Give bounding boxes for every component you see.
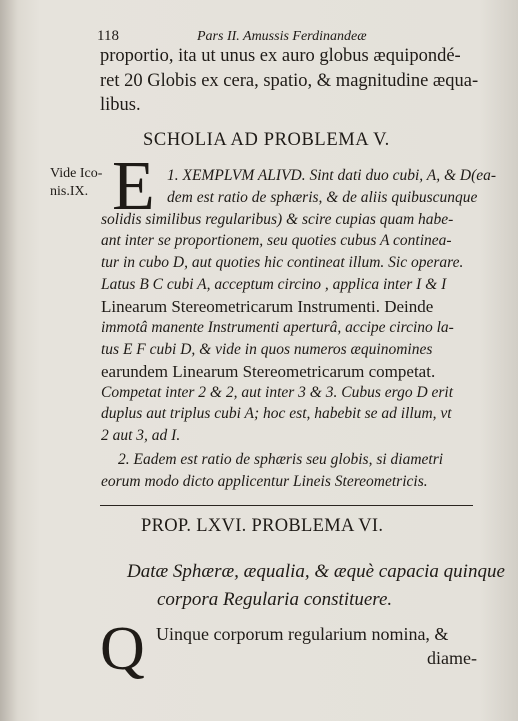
dropcap-e: E [112,148,155,225]
scholia-2-line-1: 2. Eadem est ratio de sphæris seu globis, si diametri [118,451,444,468]
scholia-2-line-2: eorum modo dicto applicentur Lineis Stereometricis. [101,473,428,490]
intro-line-2: ret 20 Globis ex cera, spatio, & magnitudine æqua- [100,71,479,91]
scholia-1-line-7: Linearum Stereometricarum Instrumenti. Deinde [101,297,434,316]
scholia-1-line-12: duplus aut triplus cubi A; hoc est, habebit se ad illum, vt [101,405,452,422]
scholia-1-line-1: 1. XEMPLVM ALIVD. Sint dati duo cubi, A, & D(ea- [167,167,497,184]
dropcap-q: Q [100,615,145,683]
scholia-1-line-8: immotâ manente Instrumenti aperturâ, accipe circino la- [101,319,454,336]
intro-line-3: libus. [100,95,141,115]
proposition-title-line-1: Datæ Sphæræ, æqualia, & æquè capacia quinque [127,561,505,582]
scholia-1-line-2: dem est ratio de sphæris, & de aliis quibuscunque [167,189,478,206]
scholia-1-line-6: Latus B C cubi A, acceptum circino , applica inter I & I [101,276,447,293]
final-line-2: diame- [427,648,477,668]
scholia-1-line-4: ant inter se proportionem, seu quoties cubus A continea- [101,232,452,249]
scholia-1-line-13: 2 aut 3, ad I. [101,427,181,444]
scholia-1-line-11: Competat inter 2 & 2, aut inter 3 & 3. Cubus ergo D erit [101,384,454,401]
page-number: 118 [97,28,119,44]
scholia-1-line-3: solidis similibus regularibus) & scire cupias quam habe- [101,211,454,228]
scholia-1-line-9: tus E F cubi D, & vide in quos numeros æquinomines [101,341,433,358]
proposition-heading: PROP. LXVI. PROBLEMA VI. [141,516,384,536]
proposition-title-line-2: corpora Regularia constituere. [157,589,393,610]
scholia-1-line-5: tur in cubo D, aut quoties hic contineat illum. Sic operare. [101,254,464,271]
intro-line-1: proportio, ita ut unus ex auro globus æquipondé- [100,46,461,66]
final-line-1: Uinque corporum regularium nomina, & [156,624,449,644]
section-divider [100,505,473,506]
scholia-1-line-10: earundem Linearum Stereometricarum competat. [101,362,436,381]
scholia-heading: SCHOLIA AD PROBLEMA V. [143,130,390,150]
running-title: Pars II. Amussis Ferdinandeæ [197,29,367,44]
margin-note: Vide Ico-nis.IX. [50,166,103,199]
